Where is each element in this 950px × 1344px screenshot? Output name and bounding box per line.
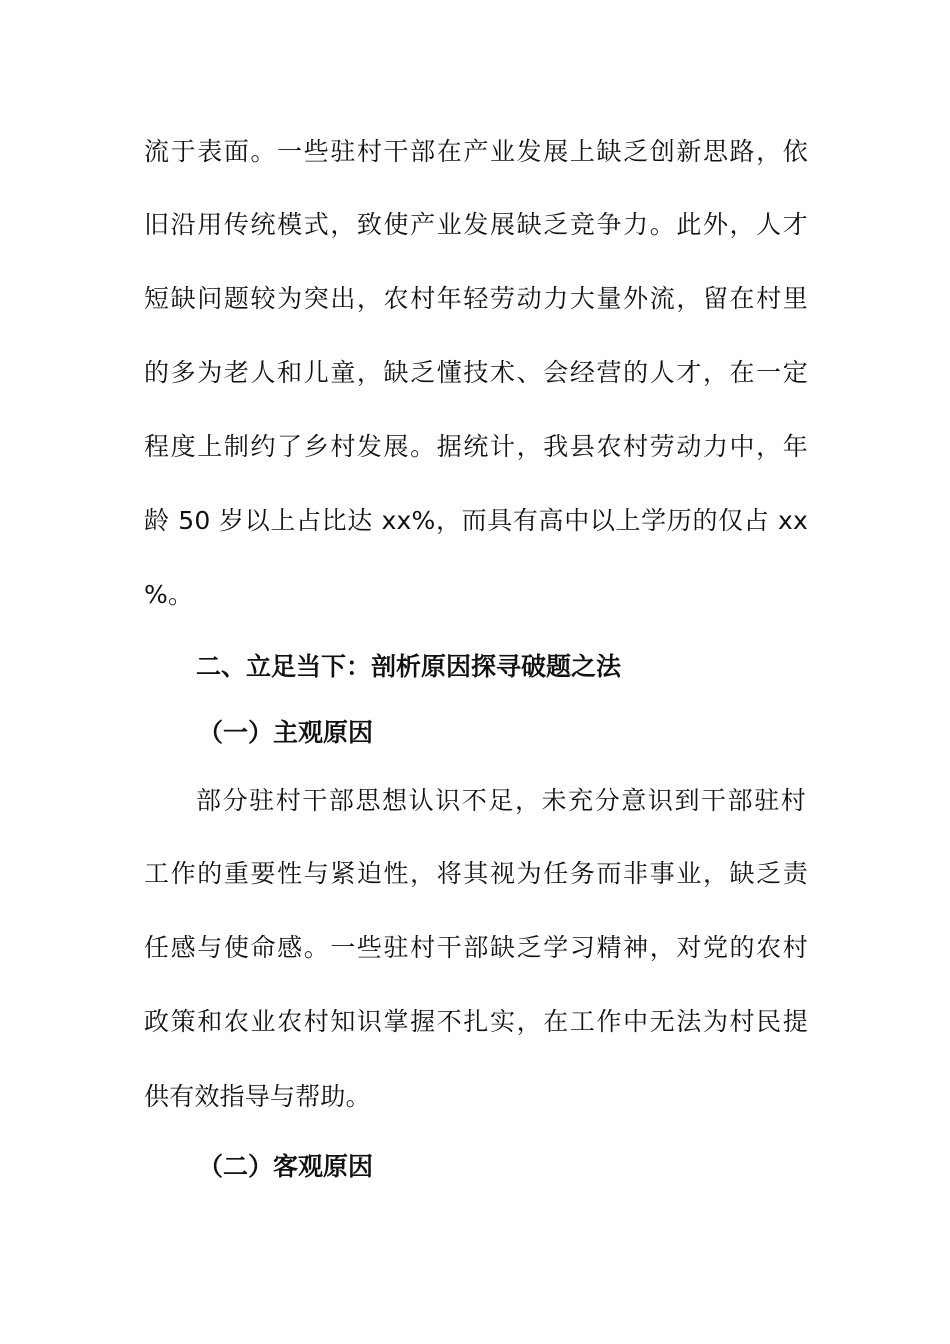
paragraph-line: 供有效指导与帮助。 — [144, 1082, 371, 1111]
paragraph-line: 程度上制约了乡村发展。据统计，我县农村劳动力中，年 — [144, 432, 808, 461]
paragraph-line: 龄 50 岁以上占比达 xx%，而具有高中以上学历的仅占 xx — [144, 506, 808, 535]
paragraph-line: 的多为老人和儿童，缺乏懂技术、会经营的人才，在一定 — [144, 358, 808, 387]
paragraph-line: 流于表面。一些驻村干部在产业发展上缺乏创新思路，依 — [144, 137, 808, 166]
subheading-objective-reasons: （二）客观原因 — [198, 1152, 374, 1181]
section-heading: 二、立足当下：剖析原因探寻破题之法 — [196, 652, 622, 681]
paragraph-line: 旧沿用传统模式，致使产业发展缺乏竞争力。此外，人才 — [144, 210, 808, 239]
paragraph-line: %。 — [144, 580, 194, 609]
paragraph-line: 政策和农业农村知识掌握不扎实，在工作中无法为村民提 — [144, 1007, 808, 1036]
paragraph-line: 部分驻村干部思想认识不足，未充分意识到干部驻村 — [196, 786, 806, 815]
paragraph-line: 短缺问题较为突出，农村年轻劳动力大量外流，留在村里 — [144, 284, 808, 313]
subheading-subjective-reasons: （一）主观原因 — [198, 718, 374, 747]
paragraph-line: 工作的重要性与紧迫性，将其视为任务而非事业，缺乏责 — [144, 859, 808, 888]
paragraph-line: 任感与使命感。一些驻村干部缺乏学习精神，对党的农村 — [144, 933, 808, 962]
